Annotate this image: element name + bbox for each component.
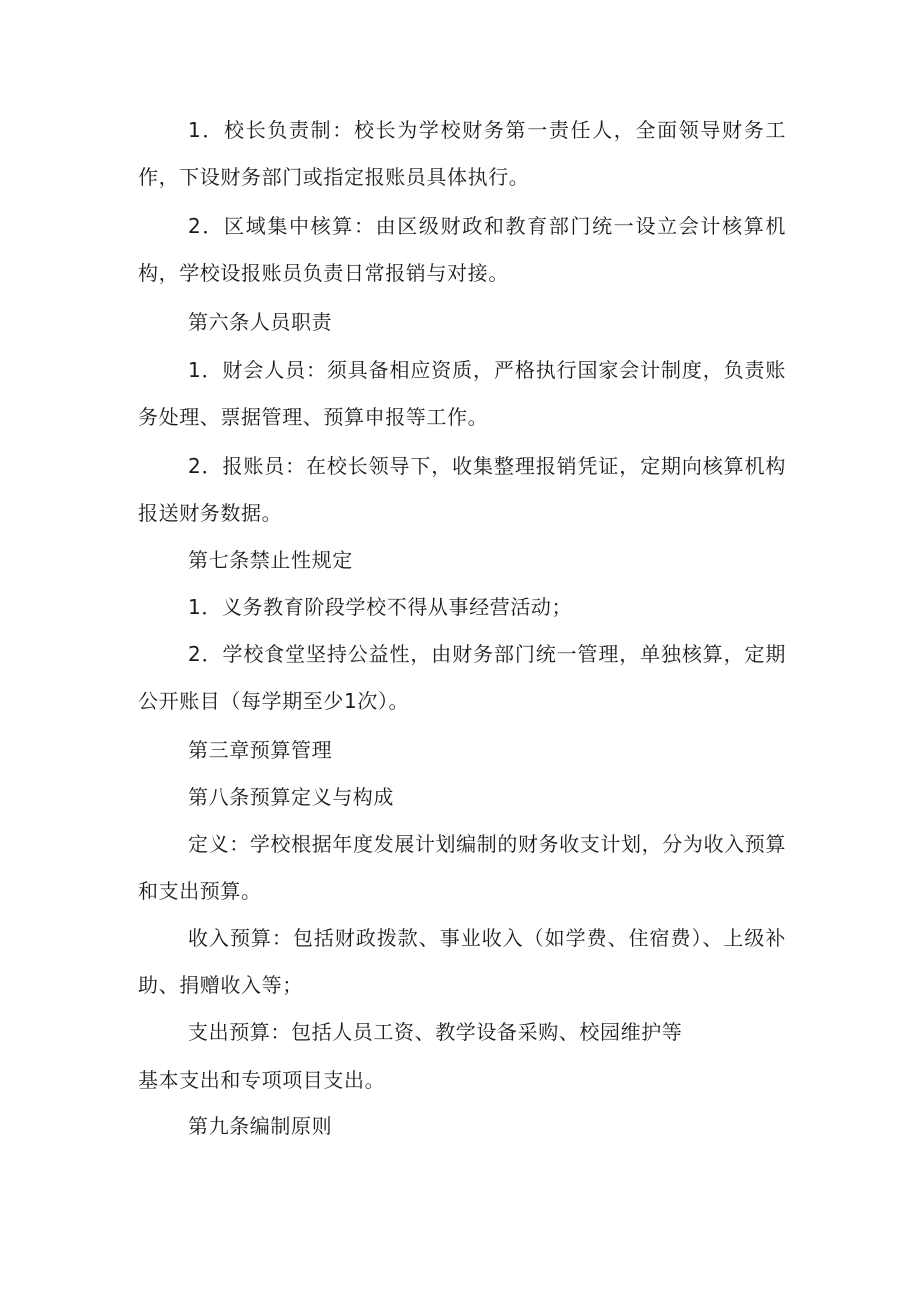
paragraph-no-business: 1．义务教育阶段学校不得从事经营活动； [188, 595, 573, 619]
paragraph-budget-definition: 定义：学校根据年度发展计划编制的财务收支计划，分为收入预算和支出预算。 [138, 832, 786, 903]
paragraph-centralized-accounting: 2．区域集中核算：由区级财政和教育部门统一设立会计核算机构，学校设报账员负责日常报销与对接。 [138, 214, 786, 285]
article-6-heading: 第六条人员职责 [188, 310, 333, 334]
paragraph-income-budget: 收入预算：包括财政拨款、事业收入（如学费、住宿费）、上级补助、捐赠收入等； [138, 926, 786, 997]
paragraph-accounting-staff: 1．财会人员：须具备相应资质，严格执行国家会计制度，负责账务处理、票据管理、预算申报等工作。 [138, 358, 786, 429]
article-9-heading: 第九条编制原则 [188, 1114, 333, 1138]
paragraph-canteen: 2．学校食堂坚持公益性，由财务部门统一管理，单独核算，定期公开账目（每学期至少1次）。 [138, 642, 786, 713]
article-8-heading: 第八条预算定义与构成 [188, 785, 394, 809]
paragraph-expenditure-budget-line-1: 支出预算：包括人员工资、教学设备采购、校园维护等 [188, 1020, 683, 1044]
paragraph-expenditure-budget-line-2: 基本支出和专项项目支出。 [138, 1068, 386, 1092]
paragraph-reimbursement-clerk: 2．报账员：在校长领导下，收集整理报销凭证，定期向核算机构报送财务数据。 [138, 454, 786, 525]
chapter-3-heading: 第三章预算管理 [188, 738, 333, 762]
article-7-heading: 第七条禁止性规定 [188, 548, 353, 572]
paragraph-principal-responsibility: 1．校长负责制：校长为学校财务第一责任人，全面领导财务工作，下设财务部门或指定报账员具体执行。 [138, 118, 786, 189]
